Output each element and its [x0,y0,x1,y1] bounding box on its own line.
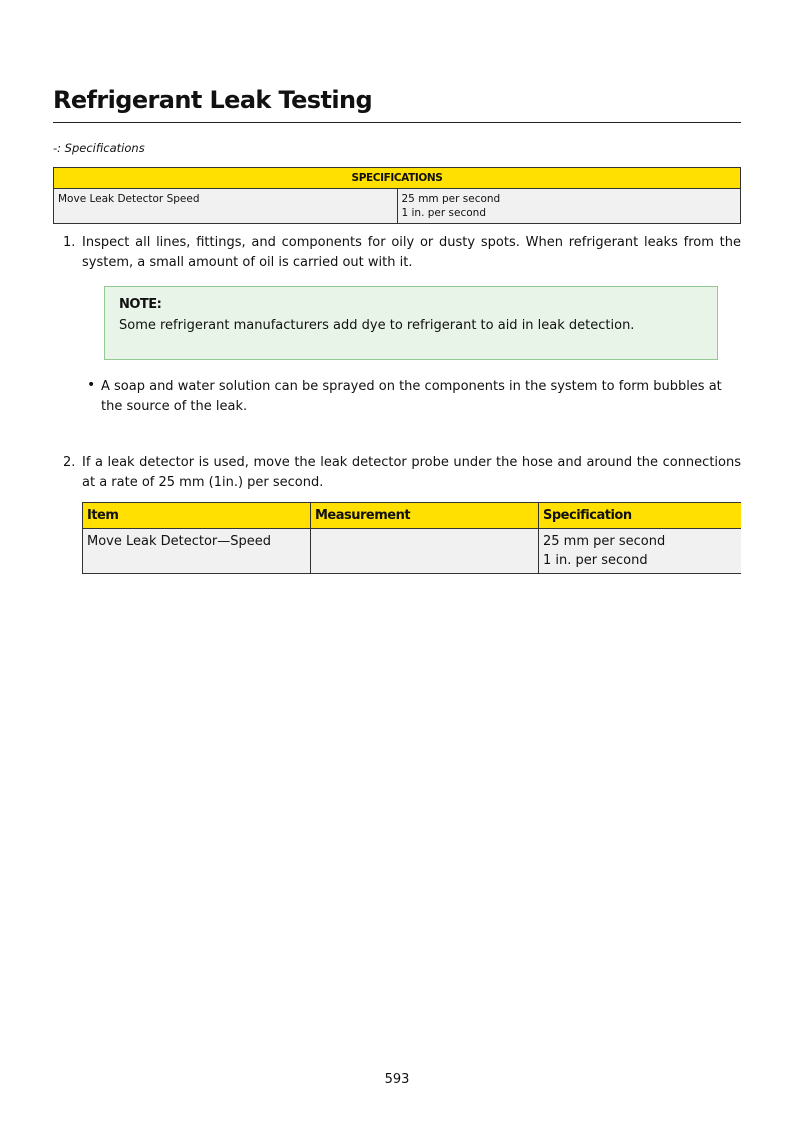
spec-item-cell: Move Leak Detector Speed [54,189,398,224]
note-label: NOTE: [119,297,162,312]
page-number: 593 [384,1072,410,1087]
column-header-measurement: Measurement [311,503,539,529]
step-number: 1. [63,235,76,250]
title-divider [53,122,741,123]
table-row [83,529,744,574]
spec-value-metric: 25 mm per second [401,193,501,205]
step-text: Inspect all lines, fittings, and components for oily or dusty spots. When refrigerant leaks from the system, a small amount of oil is carried out with it. [82,235,741,270]
table-header-row [83,503,744,529]
bullet-text: A soap and water solution can be sprayed on the components in the system to form bubbles at the source of the leak. [101,379,722,414]
specifications-header: SPECIFICATIONS [54,168,741,189]
step-2 [53,453,741,492]
item-cell: Move Leak Detector—Speed [83,529,311,574]
spec-caption: -: Specifications [53,141,145,155]
step-list [53,233,741,272]
bullet-item [87,377,741,416]
step-text: If a leak detector is used, move the leak detector probe under the hose and around the connections at a rate of 25 mm (1in.) per second. [82,455,741,490]
specification-cell [539,529,744,574]
bullet-icon: • [87,377,96,393]
specifications-table [53,167,741,224]
column-header-item: Item [83,503,311,529]
column-header-specification: Specification [539,503,744,529]
spec-metric: 25 mm per second [543,534,666,549]
page-title: Refrigerant Leak Testing [53,86,373,114]
spec-value-imperial: 1 in. per second [401,207,486,219]
spec-value-cell [397,189,741,224]
spec-imperial: 1 in. per second [543,553,648,568]
table-header-row [54,168,741,189]
measurement-cell [311,529,539,574]
step-list-continued [53,453,741,492]
step-1 [53,233,741,272]
table-edge-mask [741,500,761,580]
measurement-table [82,502,744,574]
note-text: Some refrigerant manufacturers add dye to refrigerant to aid in leak detection. [119,318,635,333]
step-number: 2. [63,455,76,470]
table-row [54,189,741,224]
note-box [104,286,718,360]
